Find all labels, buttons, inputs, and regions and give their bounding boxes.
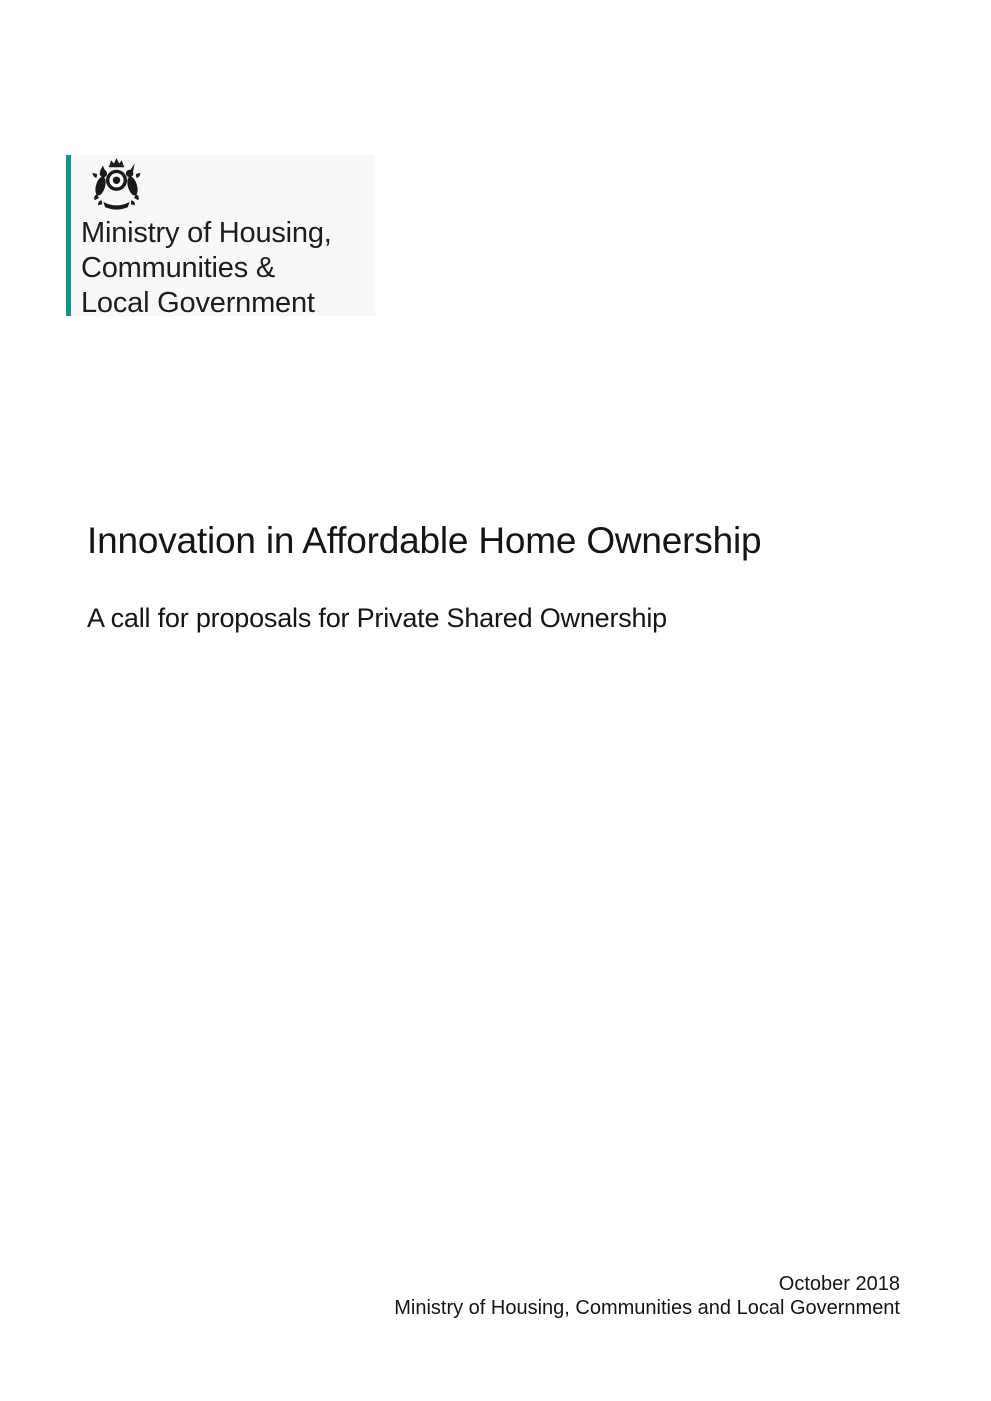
department-name-line: Ministry of Housing, — [81, 217, 332, 249]
logo-accent-bar — [66, 155, 71, 316]
document-title: Innovation in Affordable Home Ownership — [87, 520, 762, 561]
department-name-line: Communities & — [81, 252, 276, 284]
footer — [394, 1272, 900, 1320]
department-name — [81, 216, 332, 321]
royal-crest-icon — [88, 155, 145, 217]
department-name-line: Local Government — [81, 287, 315, 319]
publisher-name: Ministry of Housing, Communities and Local Government — [394, 1297, 900, 1319]
document-subtitle: A call for proposals for Private Shared Ownership — [87, 603, 667, 633]
mhclg-logo — [66, 155, 375, 319]
publication-date: October 2018 — [778, 1273, 900, 1295]
